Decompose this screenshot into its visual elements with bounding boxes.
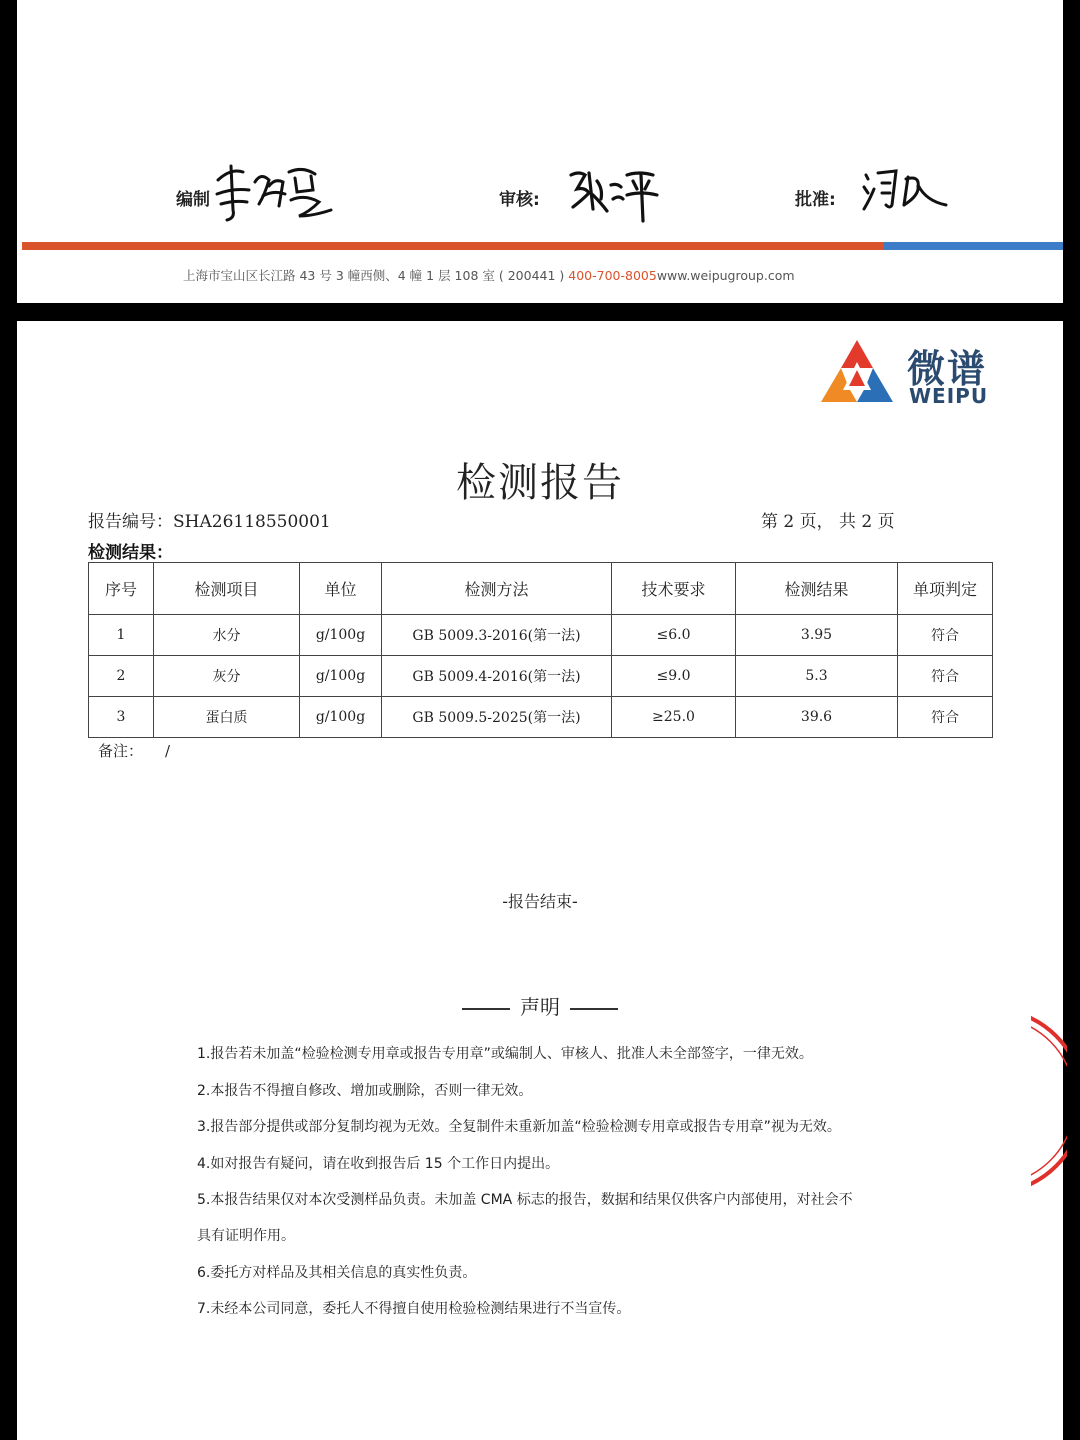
company-seal-stamp — [987, 1001, 1067, 1201]
editor-signature — [213, 160, 338, 225]
remark-label: 备注： — [98, 742, 144, 760]
table-cell: 1 — [89, 615, 154, 656]
header-cell: 检测项目 — [154, 563, 300, 615]
declaration-title — [17, 991, 1063, 1020]
report-end-marker: -报告结束- — [502, 892, 578, 911]
declaration-item: 具有证明作用。 — [197, 1228, 295, 1244]
table-cell: g/100g — [300, 697, 382, 738]
header-cell: 序号 — [89, 563, 154, 615]
table-cell: 蛋白质 — [154, 697, 300, 738]
title-rule-left — [462, 1008, 510, 1010]
results-heading: 检测结果： — [88, 543, 173, 563]
declaration-item: 3.报告部分提供或部分复制均视为无效。全复制件未重新加盖“检验检测专用章或报告专用章”视为无效。 — [197, 1119, 841, 1135]
table-row — [89, 656, 993, 697]
declaration-item: 5.本报告结果仅对本次受测样品负责。未加盖 CMA 标志的报告，数据和结果仅供客户内部使用，对社会不 — [197, 1192, 853, 1208]
table-cell: 3 — [89, 697, 154, 738]
page-indicator: 第 2 页， 共 2 页 — [761, 512, 895, 532]
table-cell: GB 5009.4-2016(第一法) — [382, 656, 612, 697]
table-cell: 符合 — [898, 656, 993, 697]
editor-label: 编制 — [176, 190, 210, 210]
table-cell: ≤6.0 — [612, 615, 736, 656]
table-cell: ≥25.0 — [612, 697, 736, 738]
header-cell: 检测方法 — [382, 563, 612, 615]
header-cell: 检测结果 — [736, 563, 898, 615]
remark — [98, 740, 170, 761]
table-cell: ≤9.0 — [612, 656, 736, 697]
declaration-item: 6.委托方对样品及其相关信息的真实性负责。 — [197, 1265, 477, 1281]
approver-label: 批准: — [795, 190, 836, 210]
header-divider-blue — [884, 242, 1063, 250]
title-rule-right — [570, 1008, 618, 1010]
report-page-2 — [17, 321, 1063, 1440]
table-cell: 3.95 — [736, 615, 898, 656]
report-number: 报告编号：SHA26118550001 — [88, 512, 331, 532]
declaration-item: 4.如对报告有疑问，请在收到报告后 15 个工作日内提出。 — [197, 1156, 560, 1172]
header-cell: 单项判定 — [898, 563, 993, 615]
declaration-item: 1.报告若未加盖“检验检测专用章或报告专用章”或编制人、审核人、批准人未全部签字，一律无效。 — [197, 1046, 813, 1062]
table-cell: GB 5009.3-2016(第一法) — [382, 615, 612, 656]
declaration-item: 7.未经本公司同意，委托人不得擅自使用检验检测结果进行不当宣传。 — [197, 1301, 631, 1317]
footer-address: 上海市宝山区长江路 43 号 3 幢西侧、4 幢 1 层 108 室 ( 200441 ) — [183, 268, 569, 283]
table-header-row — [89, 563, 993, 615]
table-row — [89, 697, 993, 738]
table-cell: 符合 — [898, 615, 993, 656]
table-cell: g/100g — [300, 615, 382, 656]
table-cell: GB 5009.5-2025(第一法) — [382, 697, 612, 738]
report-title: 检测报告 — [456, 460, 624, 506]
approver-signature — [860, 165, 950, 215]
header-divider-orange — [22, 242, 884, 250]
footer-website: www.weipugroup.com — [656, 268, 795, 283]
reviewer-signature — [567, 165, 662, 225]
report-page-1-bottom — [17, 0, 1063, 303]
header-cell: 技术要求 — [612, 563, 736, 615]
footer-phone: 400-700-8005 — [568, 268, 657, 283]
header-cell: 单位 — [300, 563, 382, 615]
logo-text-cn: 微谱 — [907, 347, 988, 391]
results-table — [88, 562, 993, 738]
table-cell: g/100g — [300, 656, 382, 697]
declaration-item: 2.本报告不得擅自修改、增加或删除，否则一律无效。 — [197, 1083, 533, 1099]
table-cell: 符合 — [898, 697, 993, 738]
reviewer-label: 审核: — [499, 190, 540, 210]
table-cell: 2 — [89, 656, 154, 697]
table-cell: 灰分 — [154, 656, 300, 697]
weipu-logo — [817, 336, 1017, 416]
table-cell: 39.6 — [736, 697, 898, 738]
weipu-logo-icon — [817, 336, 897, 416]
company-footer — [183, 266, 795, 284]
declaration-title-text: 声明 — [520, 995, 560, 1019]
table-row — [89, 615, 993, 656]
logo-text-en: WEIPU — [909, 384, 989, 408]
table-cell: 5.3 — [736, 656, 898, 697]
table-cell: 水分 — [154, 615, 300, 656]
remark-value: / — [165, 742, 171, 760]
